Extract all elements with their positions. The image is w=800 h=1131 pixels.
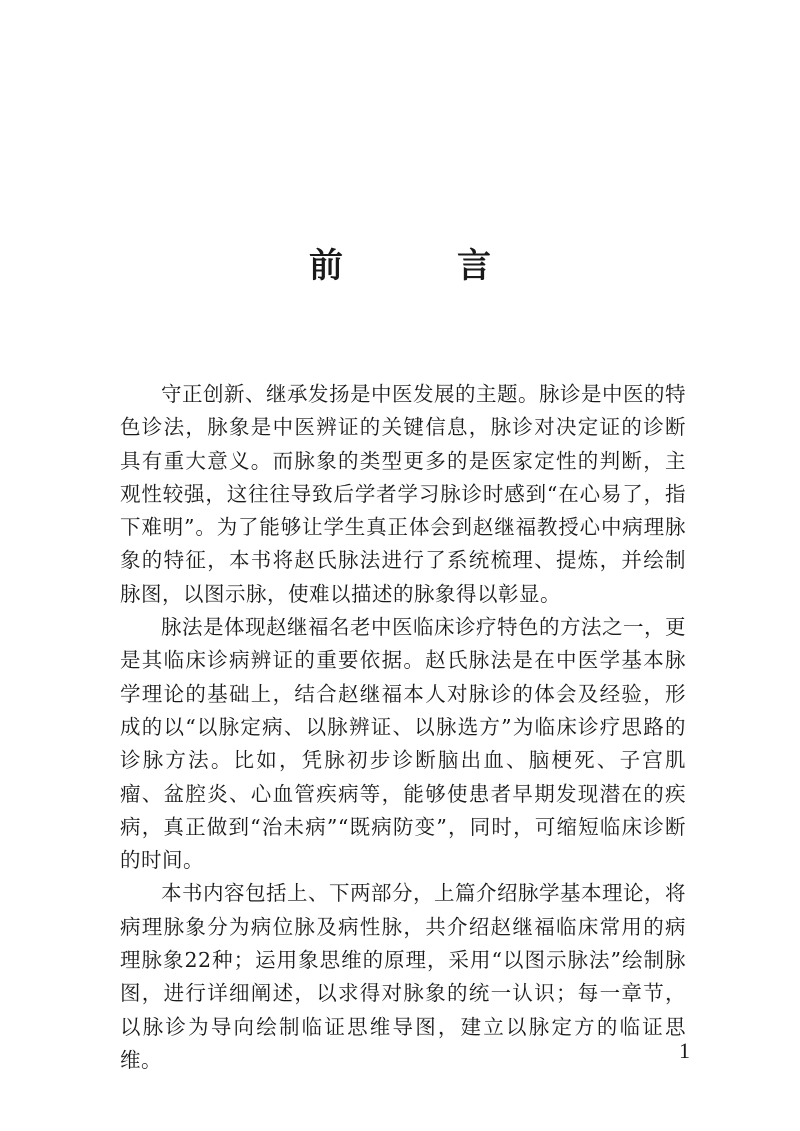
paragraph-3: 本书内容包括上、下两部分，上篇介绍脉学基本理论，将病理脉象分为病位脉及病性脉，共介绍赵继福临床常用的病理脉象22种；运用象思维的原理，采用“以图示脉法”绘制脉图，进行详细阐述，以求得对脉象的统一认识；每一章节，以脉诊为导向绘制临证思维导图，建立以脉定方的临证思维。: [120, 881, 686, 1072]
body-text: [120, 378, 686, 1077]
paragraph-1: 守正创新、继承发扬是中医发展的主题。脉诊是中医的特色诊法，脉象是中医辨证的关键信息，脉诊对决定证的诊断具有重大意义。而脉象的类型更多的是医家定性的判断，主观性较强，这往往导致后学者学习脉诊时感到“在心易了，指下难明”。为了能够让学生真正体会到赵继福教授心中病理脉象的特征，本书将赵氏脉法进行了系统梳理、提炼，并绘制脉图，以图示脉，使难以描述的脉象得以彰显。: [120, 382, 686, 606]
page-number: 1: [679, 1038, 690, 1063]
paragraph-2: 脉法是体现赵继福名老中医临床诊疗特色的方法之一，更是其临床诊病辨证的重要依据。赵氏脉法是在中医学基本脉学理论的基础上，结合赵继福本人对脉诊的体会及经验，形成的以“以脉定病、以脉辨证、以脉选方”为临床诊疗思路的诊脉方法。比如，凭脉初步诊断脑出血、脑梗死、子宫肌瘤、盆腔炎、心血管疾病等，能够使患者早期发现潜在的疾病，真正做到“治未病”“既病防变”，同时，可缩短临床诊断的时间。: [120, 615, 686, 873]
page-title: 前 言: [309, 245, 531, 286]
